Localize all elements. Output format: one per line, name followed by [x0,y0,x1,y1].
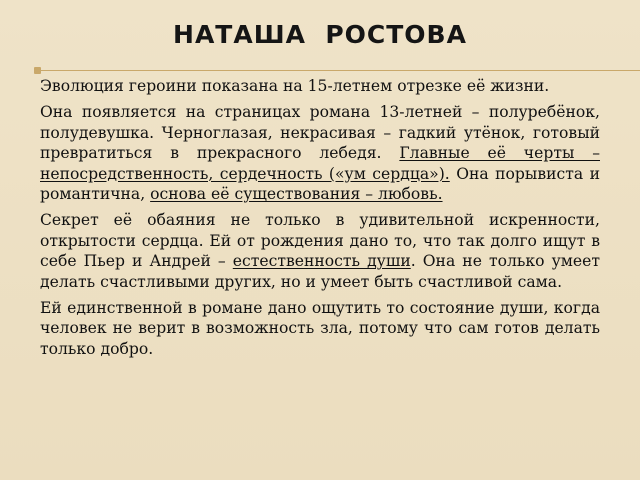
slide-body [40,76,600,365]
paragraph-text: . Она не только умеет делать счастливыми других, но и умеет быть счастливой сама. [40,252,600,291]
paragraph-text: Она порывиста и романтична, [40,164,600,204]
paragraph-text: Эволюция героини показана на 15-летнем отрезке её жизни. [40,77,550,95]
title-rule [38,70,640,71]
paragraph-4 [40,298,600,359]
paragraph-2 [40,102,600,204]
underlined-phrase-main-traits: Главные её черты – непосредственность, сердечность («ум сердца»). [40,144,600,183]
paragraph-text: Секрет её обаяния не только в удивительной искренности, открытости сердца. Ей от рождения дано то, что так долго ищут в себе Пьер и Андрей – [40,211,600,271]
paragraph-text: Она появляется на страницах романа 13-летней – полуребёнок, полудевушка. Черноглазая, некрасивая – гадкий утёнок, готовый превратиться в прекрасного лебедя. [40,103,600,163]
paragraph-text: Ей единственной в романе дано ощутить то состояние души, когда человек не верит в возможность зла, потому что сам готов делать только добро. [40,299,600,358]
underlined-phrase-love: основа её существования – любовь. [150,185,443,204]
underlined-phrase-naturalness: естественность души [232,252,411,271]
slide-title: НАТАША РОСТОВА [173,20,467,49]
paragraph-1 [40,76,600,96]
paragraph-3 [40,210,600,292]
